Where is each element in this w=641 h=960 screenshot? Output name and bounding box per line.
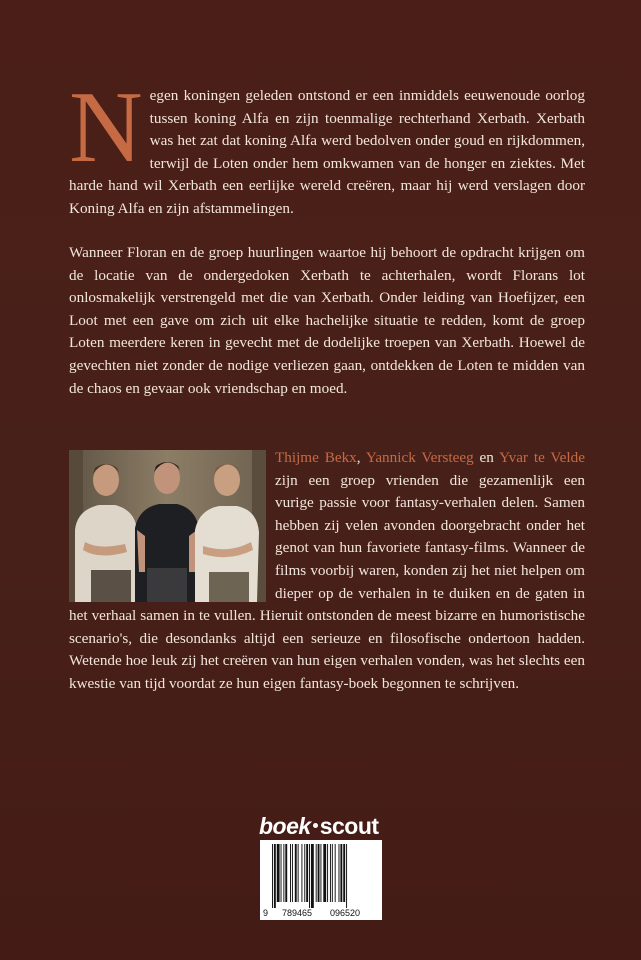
barcode-bar <box>309 844 310 908</box>
author-separator-2: en <box>473 449 500 466</box>
blurb-paragraph-1 <box>69 71 585 221</box>
author-bio <box>69 447 585 696</box>
barcode-digits-left: 789465 <box>282 908 313 918</box>
barcode-bar <box>290 844 291 902</box>
barcode-bar <box>301 844 302 902</box>
logo-text-scout: scout <box>319 813 379 839</box>
barcode-bar <box>346 844 347 908</box>
barcode-bar <box>311 844 314 908</box>
barcode-digits <box>260 908 382 920</box>
barcode-bar <box>304 844 305 902</box>
author-name-2: Yannick Versteeg <box>365 449 474 466</box>
author-name-3: Yvar te Velde <box>499 449 585 466</box>
barcode-bar <box>343 844 345 902</box>
barcode-bar <box>335 844 336 902</box>
barcode-digit-lead: 9 <box>263 908 269 918</box>
barcode-bar <box>274 844 276 908</box>
barcode-bars <box>260 840 382 910</box>
blurb-paragraph-2: Wanneer Floran en de groep huurlingen waartoe hij behoort de opdracht krijgen om de locatie van de ondergedoken Xerbath te achterhalen, wordt Florans lot onlosmakelijk verstrengeld met die van Xerbath. Onder leiding van Hoefijzer, een Loot met een gave om zich uit elke hachelijke situatie te redden, komt de groep Loten meerdere keren in gevecht met de dodelijke troepen van Xerbath. Hoewel de gevechten niet zonder de nodige verliezen gaan, ontdekken de Loten te midden van de chaos en gevaar ook vriendschap en moed. <box>69 244 585 397</box>
barcode-bar <box>292 844 293 902</box>
logo-text-boek: boek <box>259 813 311 839</box>
barcode-bar <box>281 844 282 902</box>
drop-cap: N <box>69 71 143 184</box>
isbn-barcode <box>260 840 382 920</box>
barcode-bar <box>306 844 308 902</box>
logo-dot-icon <box>313 823 318 828</box>
blurb-paragraph-1-text: egen koningen geleden ontstond er een inmiddels eeuwenoude oorlog tussen koning Alfa en zijn toenmalige rechterhand Xerbath. Xerbath was het zat dat koning Alfa werd bedolven onder goud en rijkdommen, terwijl de Loten onder hem omkwamen van de honger en ziektes. Met harde hand wil Xerbath een eerlijke wereld creëren, maar hij werd verslagen door Koning Alfa en zijn afstammelingen. <box>69 87 585 217</box>
barcode-bar <box>320 844 321 902</box>
barcode-bar <box>318 844 320 902</box>
barcode-bar <box>330 844 331 902</box>
author-separator-1: , <box>356 449 366 466</box>
barcode-bar <box>316 844 317 902</box>
publisher-logo <box>259 813 383 839</box>
barcode-digits-right: 096520 <box>330 908 361 918</box>
barcode-bar <box>298 844 299 902</box>
barcode-bar <box>285 844 287 902</box>
barcode-bar <box>283 844 284 902</box>
author-bio-text: zijn een groep vrienden die gezamenlijk een vurige passie voor fantasy-verhalen delen. Samen hebben zij velen avonden doorgebracht onder het genot van hun favoriete fantasy-films. Wanneer de films voorbij waren, konden zij het niet helpen om dieper op de verhalen in te duiken en de gaten in het verhaal samen in te vullen. Hieruit ontstonden de meest bizarre en humoristische scenario's, die desondanks altijd een serieuze en filosofische ondertoon hadden. Wetende hoe leuk zij het creëren van hun eigen verhalen vonden, was het slechts een kwestie van tijd voordat ze hun eigen fantasy-boek begonnen te schrijven. <box>69 471 585 692</box>
barcode-bar <box>339 844 340 902</box>
photo-spacer <box>69 447 275 605</box>
barcode-bar <box>327 844 328 902</box>
barcode-bar <box>332 844 333 902</box>
barcode-bar <box>323 844 326 902</box>
author-name-1: Thijme Bekx <box>275 449 357 466</box>
barcode-bar <box>272 844 273 908</box>
barcode-bar <box>295 844 297 902</box>
barcode-bar <box>277 844 280 902</box>
blurb <box>69 71 585 397</box>
barcode-bar <box>340 844 342 902</box>
